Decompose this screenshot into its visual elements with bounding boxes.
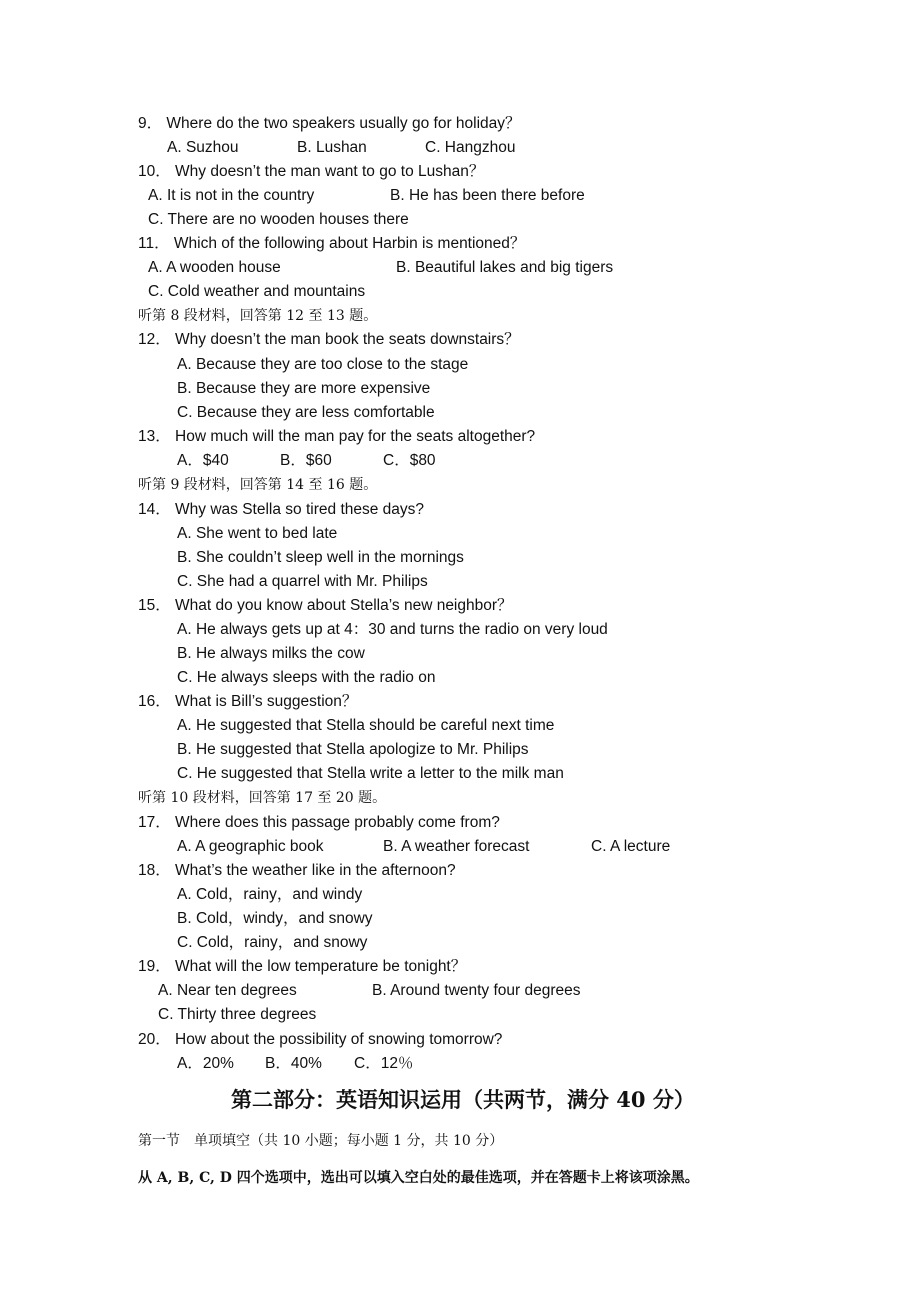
section-instructions: 从 A, B, C, D 四个选项中，选出可以填入空白处的最佳选项，并在答题卡上将该项涂黑。 [138, 1170, 699, 1186]
section-instruction-9: 听第 9 段材料，回答第 14 至 16 题。 [138, 477, 378, 493]
option-a: A. He suggested that Stella should be careful next time [177, 717, 555, 734]
section-one-heading: 第一节 单项填空（共 10 小题；每小题 1 分，共 10 分） [138, 1133, 504, 1149]
option-b: B. Around twenty four degrees [372, 982, 581, 999]
option-c: C．12％ [354, 1055, 414, 1072]
option-c: C. Cold weather and mountains [148, 283, 366, 300]
question-9: 9． Where do the two speakers usually go for holiday？ [138, 115, 521, 132]
option-b: B. He always milks the cow [177, 645, 365, 662]
option-a: A. It is not in the country [148, 187, 315, 204]
option-c: C. There are no wooden houses there [148, 211, 409, 228]
option-b: B．$60 [280, 452, 332, 469]
option-b: B. Cold，windy，and snowy [177, 910, 373, 927]
option-a: A. He always gets up at 4：30 and turns the radio on very loud [177, 621, 608, 638]
question-19: 19． What will the low temperature be tonight？ [138, 958, 467, 975]
option-b: B. Lushan [297, 139, 367, 156]
option-c: C. A lecture [591, 838, 671, 855]
option-c: C. Because they are less comfortable [177, 404, 435, 421]
question-15: 15． What do you know about Stella’s new neighbor？ [138, 597, 513, 614]
option-c: C. He always sleeps with the radio on [177, 669, 436, 686]
option-c: C. Hangzhou [425, 139, 516, 156]
option-a: A．20% [177, 1055, 234, 1072]
question-14: 14． Why was Stella so tired these days? [138, 501, 425, 518]
option-a: A. Near ten degrees [158, 982, 297, 999]
option-a: A．$40 [177, 452, 229, 469]
option-b: B. Beautiful lakes and big tigers [396, 259, 614, 276]
option-a: A. A geographic book [177, 838, 324, 855]
option-a: A. Because they are too close to the stage [177, 356, 469, 373]
section-instruction-10: 听第 10 段材料，回答第 17 至 20 题。 [138, 790, 387, 806]
option-b: B. A weather forecast [383, 838, 530, 855]
question-18: 18． What’s the weather like in the afternoon? [138, 862, 456, 879]
option-a: A. A wooden house [148, 259, 281, 276]
option-c: C. Cold，rainy，and snowy [177, 934, 368, 951]
option-c: C. He suggested that Stella write a letter to the milk man [177, 765, 564, 782]
option-a: A. Suzhou [167, 139, 239, 156]
part-two-heading: 第二部分：英语知识运用（共两节，满分 40 分） [231, 1087, 695, 1112]
question-10: 10． Why doesn’t the man want to go to Lushan？ [138, 163, 485, 180]
option-b: B. She couldn’t sleep well in the mornings [177, 549, 464, 566]
option-b: B．40% [265, 1055, 322, 1072]
option-a: A. Cold，rainy，and windy [177, 886, 363, 903]
question-17: 17． Where does this passage probably come from? [138, 814, 500, 831]
option-b: B. He suggested that Stella apologize to Mr. Philips [177, 741, 529, 758]
question-11: 11． Which of the following about Harbin is mentioned？ [138, 235, 526, 252]
option-c: C．$80 [383, 452, 436, 469]
question-16: 16． What is Bill’s suggestion？ [138, 693, 358, 710]
option-c: C. Thirty three degrees [158, 1006, 317, 1023]
question-12: 12． Why doesn’t the man book the seats downstairs？ [138, 331, 520, 348]
question-13: 13． How much will the man pay for the seats altogether? [138, 428, 536, 445]
option-b: B. He has been there before [390, 187, 585, 204]
option-c: C. She had a quarrel with Mr. Philips [177, 573, 428, 590]
option-b: B. Because they are more expensive [177, 380, 431, 397]
question-20: 20． How about the possibility of snowing tomorrow? [138, 1031, 503, 1048]
option-a: A. She went to bed late [177, 525, 338, 542]
section-instruction-8: 听第 8 段材料，回答第 12 至 13 题。 [138, 308, 378, 324]
